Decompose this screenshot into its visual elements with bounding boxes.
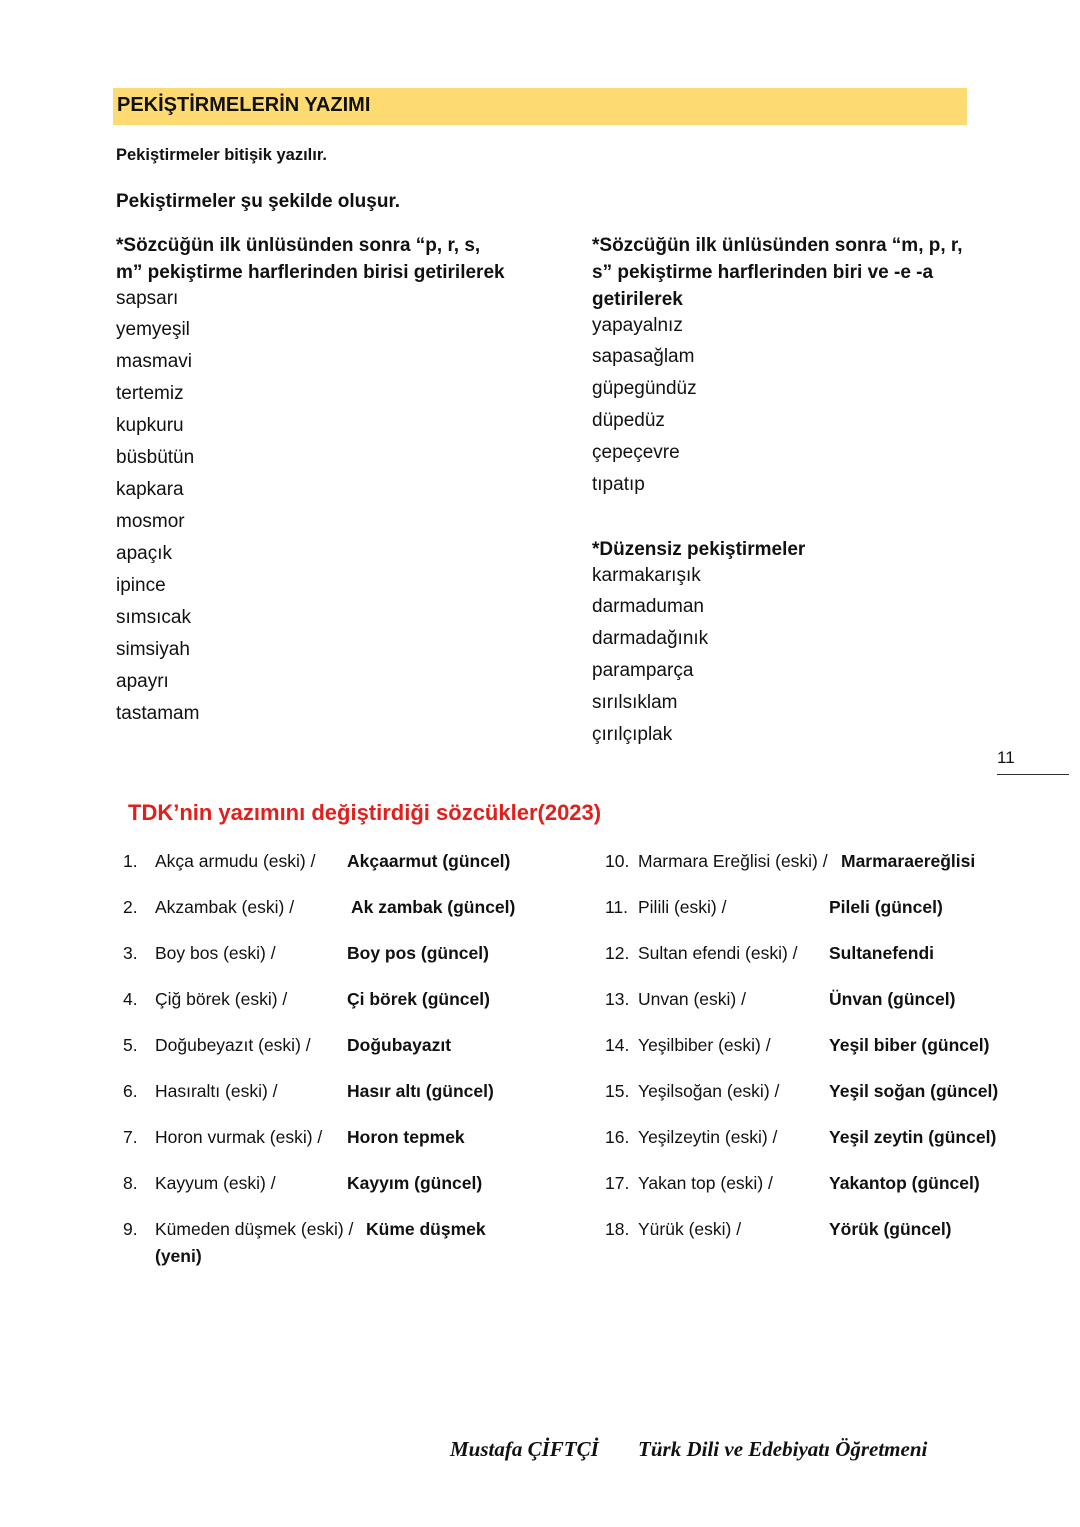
new-spelling: Küme düşmek <box>366 1219 486 1239</box>
item-number: 12. <box>605 943 630 963</box>
item-number: 4. <box>123 989 138 1009</box>
old-spelling: Horon vurmak (eski) / <box>155 1127 323 1147</box>
word-item: paramparça <box>592 660 694 681</box>
group-heading-line: s” pekiştirme harflerinden biri ve -e -a <box>592 262 934 283</box>
word-item: sımsıcak <box>116 607 191 628</box>
item-number: 2. <box>123 897 138 917</box>
footer <box>450 1437 961 1462</box>
word-item: tertemiz <box>116 383 184 404</box>
item-number: 18. <box>605 1219 630 1239</box>
new-spelling: Çi börek (güncel) <box>347 989 490 1009</box>
word-item: karmakarışık <box>592 565 701 586</box>
word-item: çırılçıplak <box>592 724 673 745</box>
item-number: 7. <box>123 1127 138 1147</box>
group-heading: *Düzensiz pekiştirmeler <box>592 539 806 560</box>
irregular-group <box>592 536 805 751</box>
new-spelling: Hasır altı (güncel) <box>347 1081 494 1101</box>
word-item: apayrı <box>116 671 169 692</box>
word-item: güpegündüz <box>592 378 697 399</box>
left-group <box>116 232 505 730</box>
item-number: 15. <box>605 1081 630 1101</box>
old-spelling: Yakan top (eski) / <box>638 1173 773 1193</box>
new-spelling: Yakantop (güncel) <box>829 1173 980 1193</box>
old-spelling: Kümeden düşmek (eski) / <box>155 1219 354 1239</box>
section-title: PEKİŞTİRMELERİN YAZIMI <box>117 94 371 116</box>
group-heading-line: *Sözcüğün ilk ünlüsünden sonra “p, r, s, <box>116 235 481 256</box>
old-spelling: Pilili (eski) / <box>638 897 727 917</box>
old-spelling: Yeşilzeytin (eski) / <box>638 1127 778 1147</box>
word-item: apaçık <box>116 543 172 564</box>
item-number: 3. <box>123 943 138 963</box>
intro-line-2: Pekiştirmeler şu şekilde oluşur. <box>116 191 401 212</box>
word-item: tastamam <box>116 703 200 724</box>
old-spelling: Boy bos (eski) / <box>155 943 276 963</box>
new-spelling: Yeşil zeytin (güncel) <box>829 1127 997 1147</box>
group-heading-line: getirilerek <box>592 289 683 310</box>
old-spelling: Doğubeyazıt (eski) / <box>155 1035 311 1055</box>
item-number: 5. <box>123 1035 138 1055</box>
section-title-bar <box>113 88 967 125</box>
word-item: çepeçevre <box>592 442 680 463</box>
word-item: darmaduman <box>592 596 704 617</box>
new-spelling: Pileli (güncel) <box>829 897 943 917</box>
word-item: masmavi <box>116 351 193 372</box>
new-spelling: Marmaraereğlisi <box>841 851 976 871</box>
old-spelling: Akzambak (eski) / <box>155 897 295 917</box>
old-spelling: Yeşilbiber (eski) / <box>638 1035 771 1055</box>
item-number: 16. <box>605 1127 630 1147</box>
word-item: yapayalnız <box>592 315 683 336</box>
old-spelling: Hasıraltı (eski) / <box>155 1081 278 1101</box>
word-item: büsbütün <box>116 447 195 468</box>
word-item: kapkara <box>116 479 184 500</box>
item-number: 17. <box>605 1173 630 1193</box>
item-number: 10. <box>605 851 630 871</box>
old-spelling: Akça armudu (eski) / <box>155 851 316 871</box>
word-item: sapsarı <box>116 288 179 309</box>
word-item: tıpatıp <box>592 474 645 495</box>
item-number: 8. <box>123 1173 138 1193</box>
new-spelling: Doğubayazıt <box>347 1035 452 1055</box>
word-item: düpedüz <box>592 410 665 431</box>
group-heading-line: *Sözcüğün ilk ünlüsünden sonra “m, p, r, <box>592 235 963 256</box>
word-item: yemyeşil <box>116 319 190 340</box>
word-item: ipince <box>116 575 166 596</box>
old-spelling: Unvan (eski) / <box>638 989 746 1009</box>
right-group <box>592 232 963 501</box>
new-spelling: Yeşil soğan (güncel) <box>829 1081 999 1101</box>
intro-line-1: Pekiştirmeler bitişik yazılır. <box>116 146 327 164</box>
old-spelling: Yürük (eski) / <box>638 1219 742 1239</box>
item-number: 13. <box>605 989 630 1009</box>
page-number: 11 <box>997 748 1069 775</box>
group-heading-line: m” pekiştirme harflerinden birisi getirilerek <box>116 262 505 283</box>
old-spelling: Çiğ börek (eski) / <box>155 989 288 1009</box>
word-item: sapasağlam <box>592 346 695 367</box>
old-spelling: Yeşilsoğan (eski) / <box>638 1081 780 1101</box>
new-spelling-continued: (yeni) <box>155 1246 202 1266</box>
new-spelling: Ak zambak (güncel) <box>351 897 516 917</box>
old-spelling: Marmara Ereğlisi (eski) / <box>638 851 828 871</box>
old-spelling: Sultan efendi (eski) / <box>638 943 798 963</box>
word-item: kupkuru <box>116 415 184 436</box>
old-spelling: Kayyum (eski) / <box>155 1173 276 1193</box>
footer-role: Türk Dili ve Edebiyatı Öğretmeni <box>638 1437 928 1461</box>
item-number: 14. <box>605 1035 630 1055</box>
new-spelling: Akçaarmut (güncel) <box>347 851 511 871</box>
new-spelling: Horon tepmek <box>347 1127 465 1147</box>
tdk-title: TDK’nin yazımını değiştirdiği sözcükler(2023) <box>128 800 602 825</box>
word-item: darmadağınık <box>592 628 709 649</box>
item-number: 6. <box>123 1081 138 1101</box>
new-spelling: Yeşil biber (güncel) <box>829 1035 990 1055</box>
word-item: simsiyah <box>116 639 190 660</box>
new-spelling: Ünvan (güncel) <box>829 989 956 1009</box>
word-item: sırılsıklam <box>592 692 678 713</box>
item-number: 9. <box>123 1219 138 1239</box>
item-number: 1. <box>123 851 138 871</box>
word-item: mosmor <box>116 511 185 532</box>
new-spelling: Sultanefendi <box>829 943 935 963</box>
footer-author: Mustafa ÇİFTÇİ <box>450 1437 599 1461</box>
new-spelling: Yörük (güncel) <box>829 1219 952 1239</box>
new-spelling: Boy pos (güncel) <box>347 943 489 963</box>
new-spelling: Kayyım (güncel) <box>347 1173 483 1193</box>
item-number: 11. <box>605 897 629 917</box>
